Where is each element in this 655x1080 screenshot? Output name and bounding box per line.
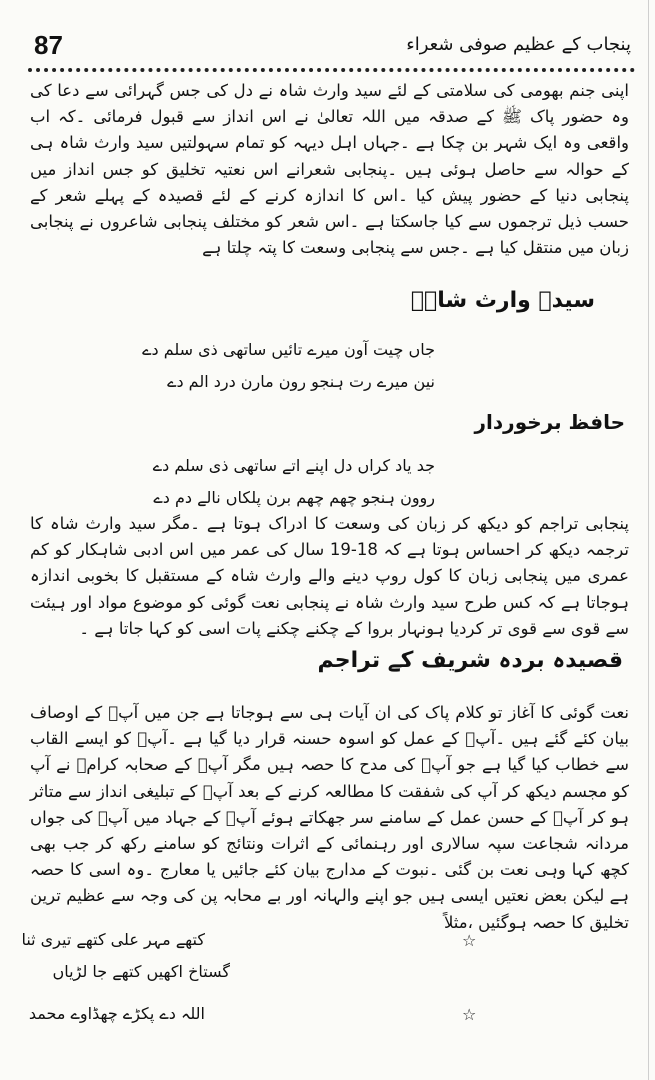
heading-qasida-burda: قصیدہ بردہ شریف کے تراجم — [317, 648, 623, 673]
verse-syed-line-1: جاں چیت آون میرے تائیں ساتھی ذی سلم دے — [142, 340, 435, 359]
poem-line-1: کتھے مہر علی کتھے تیری ثنا — [21, 930, 205, 949]
verse-syed-line-2: نین میرے رت ہنجو رون مارن درد الم دے — [167, 372, 435, 391]
verse-hafiz-line-2: روون ہنجو چھم چھم برن پلکاں نالے دم دے — [153, 488, 435, 507]
poem-line-3: اللہ دے پکڑے چھڈاوے محمد — [28, 1004, 205, 1023]
paragraph-2: پنجابی تراجم کو دیکھ کر زبان کی وسعت کا ادراک ہوتا ہے ۔مگر سید وارث شاہ کا ترجمہ دیکھ کر احساس ہوتا ہے کہ 18-19 سال کی عمر میں اس ادبی شاہکار کو کم عمری میں پنجابی زبان کا کول روپ دینے والے وارث شاہ کے مستقبل کا بخوبی اندازہ ہوجاتا ہے کہ کس طرح سید وارث شاہ نے پنجابی نعت گوئی کو موضوع مواد اور ہیئت سے قوی سے قوی تر کردیا ہونہار بروا کے چکنے چکنے پات اسی کو کہا جاتا ہے ۔ — [30, 514, 629, 638]
page-number: 87 — [34, 30, 63, 60]
heading-hafiz-barkhurdar: حافظ برخوردار — [474, 410, 625, 434]
poem-line-2: گستاخ اکھیں کتھے جا لڑیاں — [52, 962, 230, 981]
running-title: پنجاب کے عظیم صوفی شعراء — [406, 34, 631, 55]
paragraph-1: اپنی جنم بھومی کی سلامتی کے لئے سید وارث شاہ نے دل کی جس گہرائی سے دعا کی وہ حضور پاک ﷺ کے صدقہ میں اللہ تعالیٰ نے اس انداز سے قبول فرمائی ۔کہ اب واقعی وہ ایک شہر بن چکا ہے ۔جہاں اہل دیہہ کو تمام سہولتیں سید وارث شاہ ہی کے حوالہ سے حاصل ہوئی ہیں ۔پنجابی شعرانے اس نعتیہ تخلیق کو جس انداز میں پنجابی دنیا کے حضور پیش کیا ۔اس کا اندازہ کرنے کے لئے قصیدہ کے پہلے شعر کے حسب ذیل ترجموں سے کیا جاسکتا ہے ۔اس شعر کو مختلف پنجابی شاعروں نے پنجابی زبان میں منتقل کیا ہے ۔جس سے پنجابی وسعت کا پتہ چلتا ہے — [30, 81, 629, 258]
header-dotted-rule — [28, 68, 635, 72]
star-icon: ☆ — [462, 931, 477, 950]
page-edge-line — [648, 0, 649, 1080]
paragraph-3: نعت گوئی کا آغاز تو کلام پاک کی ان آیات ہی سے ہوجاتا ہے جن میں آپؐ کے اوصاف بیان کئے گئے ہیں ۔آپؐ کے عمل کو اسوہ حسنہ قرار دیا گیا ہے ۔آپؐ کو ایسے القاب سے خطاب کیا گیا ہے جو آپؐ کی مدح کا حصہ ہیں مگر آپؐ کے صحابہ کرامؓ نے آپ کو مجسم دیکھ کر آپ کی شفقت کا مطالعہ کرنے کے بعد آپؐ کے تبلیغی انداز سے متاثر ہو کر آپؐ کے حسن عمل کے سامنے سر جھکاتے ہوئے آپؐ کے جہاد میں آپؐ کی جواں مردانہ شجاعت سپہ سالاری اور رہنمائی کے اثرات ونتائج کو سامنے رکھ کر جب بھی کچھ کہا وہی نعت بن گئی ۔نبوت کے مدارج بیان کئے جائیں یا معارج ۔وہ اسی کا حصہ ہے لیکن بعض نعتیں ایسی ہیں جو اپنے والہانہ اور بے محابہ پن کی وجہ سے عظیم ترین تخلیق کا حصہ ہوگئیں ،مثلاً — [30, 703, 629, 932]
star-icon: ☆ — [462, 1005, 477, 1024]
verse-hafiz-line-1: جد یاد کراں دل اپنے اتے ساتھی ذی سلم دے — [152, 456, 435, 475]
heading-syed-waris-shah: سیدؒ وارث شاہؒ — [410, 288, 595, 313]
page-header — [34, 30, 631, 66]
